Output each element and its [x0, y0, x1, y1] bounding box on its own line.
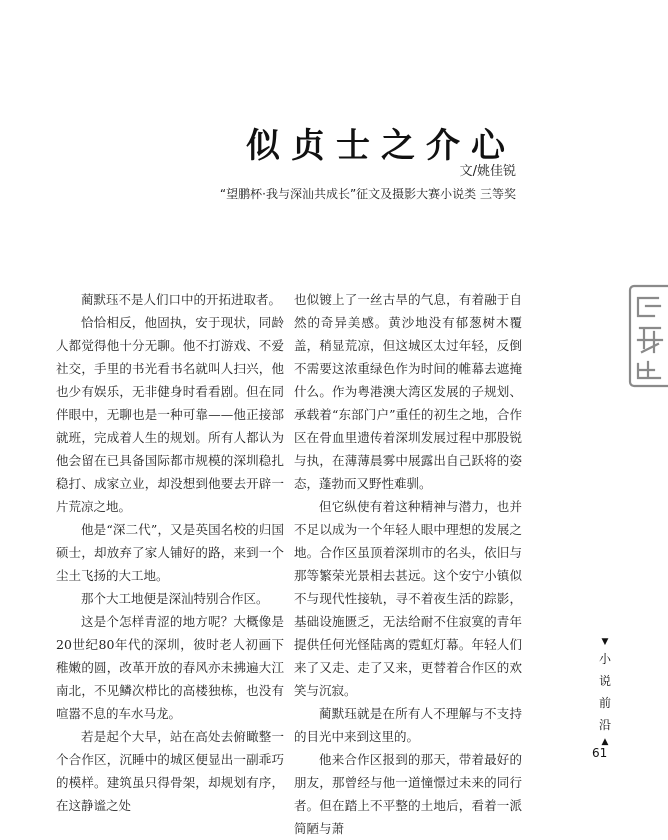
- right-column: [294, 288, 522, 840]
- paragraph-continued: 也似镀上了一丝古旱的气息，有着融于自然的奇异美感。黄沙地没有郁葱树木覆盖，稍显荒凉，但这城区太过年轻，反倒不需要这浓重绿色作为时间的帷幕去遮掩什么。作为粤港澳大湾区发展的子规划、承载着“东部门户”重任的初生之地，合作区在骨血里遗传着深圳发展过程中那股锐与执，在薄薄晨雾中展露出自己跃将的姿态，蓬勃而又野性难驯。: [294, 292, 522, 491]
- seal-stamp-decoration: [624, 282, 668, 390]
- article-title: 似贞士之介心: [246, 126, 516, 166]
- paragraph: 蔺默珏就是在所有人不理解与不支持的目光中来到这里的。: [294, 706, 522, 744]
- paragraph: 恰恰相反，他固执，安于现状，同龄人都觉得他十分无聊。他不打游戏、不爱社交，手里的书光看书名就叫人扫兴，他也少有娱乐，无非健身时看看剧。但在同伴眼中，无聊也是一种可靠——他正接部就班，完成着人生的规划。所有人都认为他会留在已具备国际都市规模的深圳稳扎稳打、成家立业，却没想到他要去开辟一片荒凉之地。: [56, 315, 284, 514]
- triangle-down-icon: ▼: [601, 637, 609, 647]
- left-column: [56, 288, 284, 817]
- section-sidebar: [597, 636, 613, 748]
- paragraph: 但它纵使有着这种精神与潜力，也并不足以成为一个年轻人眼中理想的发展之地。合作区虽顶着深圳市的名头，依旧与那等繁荣光景相去甚远。这个安宁小镇似不与现代性接轨，寻不着夜生活的踪影，基础设施匮乏，无法给耐不住寂寞的青年提供任何光怪陆离的霓虹灯幕。年轻人们来了又走、走了又来，更替着合作区的欢笑与沉寂。: [294, 499, 522, 698]
- paragraph: 他来合作区报到的那天，带着最好的朋友，那曾经与他一道憧憬过未来的同行者。但在踏上不平整的土地后，看着一派简陋与萧: [294, 752, 522, 836]
- section-char: 说: [598, 674, 611, 688]
- paragraph: 蔺默珏不是人们口中的开拓进取者。: [81, 292, 282, 307]
- paragraph: 这是个怎样青涩的地方呢？大概像是20世纪80年代的深圳，彼时老人初画下稚嫩的圆，改革开放的春风亦未拂遍大江南北，不见鳞次栉比的高楼独栋，也没有喧嚣不息的车水马龙。: [56, 614, 284, 721]
- award-line: “望鹏杯·我与深汕共成长”征文及摄影大赛小说类 三等奖: [219, 187, 516, 201]
- paragraph: 那个大工地便是深汕特别合作区。: [81, 591, 269, 606]
- section-char: 前: [598, 696, 611, 710]
- section-char: 小: [598, 652, 611, 666]
- author-byline: 文/姚佳锐: [459, 164, 516, 179]
- triangle-up-icon: ▲: [601, 737, 609, 747]
- paragraph: 若是起个大早，站在高处去俯瞰整一个合作区，沉睡中的城区便显出一副乖巧的模样。建筑虽只得骨架，却规划有序，在这静谧之处: [56, 729, 284, 813]
- page-number: 61: [592, 746, 608, 760]
- section-char: 沿: [598, 718, 611, 732]
- paragraph: 他是“深二代”，又是英国名校的归国硕士，却放弃了家人铺好的路，来到一个尘土飞扬的大工地。: [56, 522, 284, 583]
